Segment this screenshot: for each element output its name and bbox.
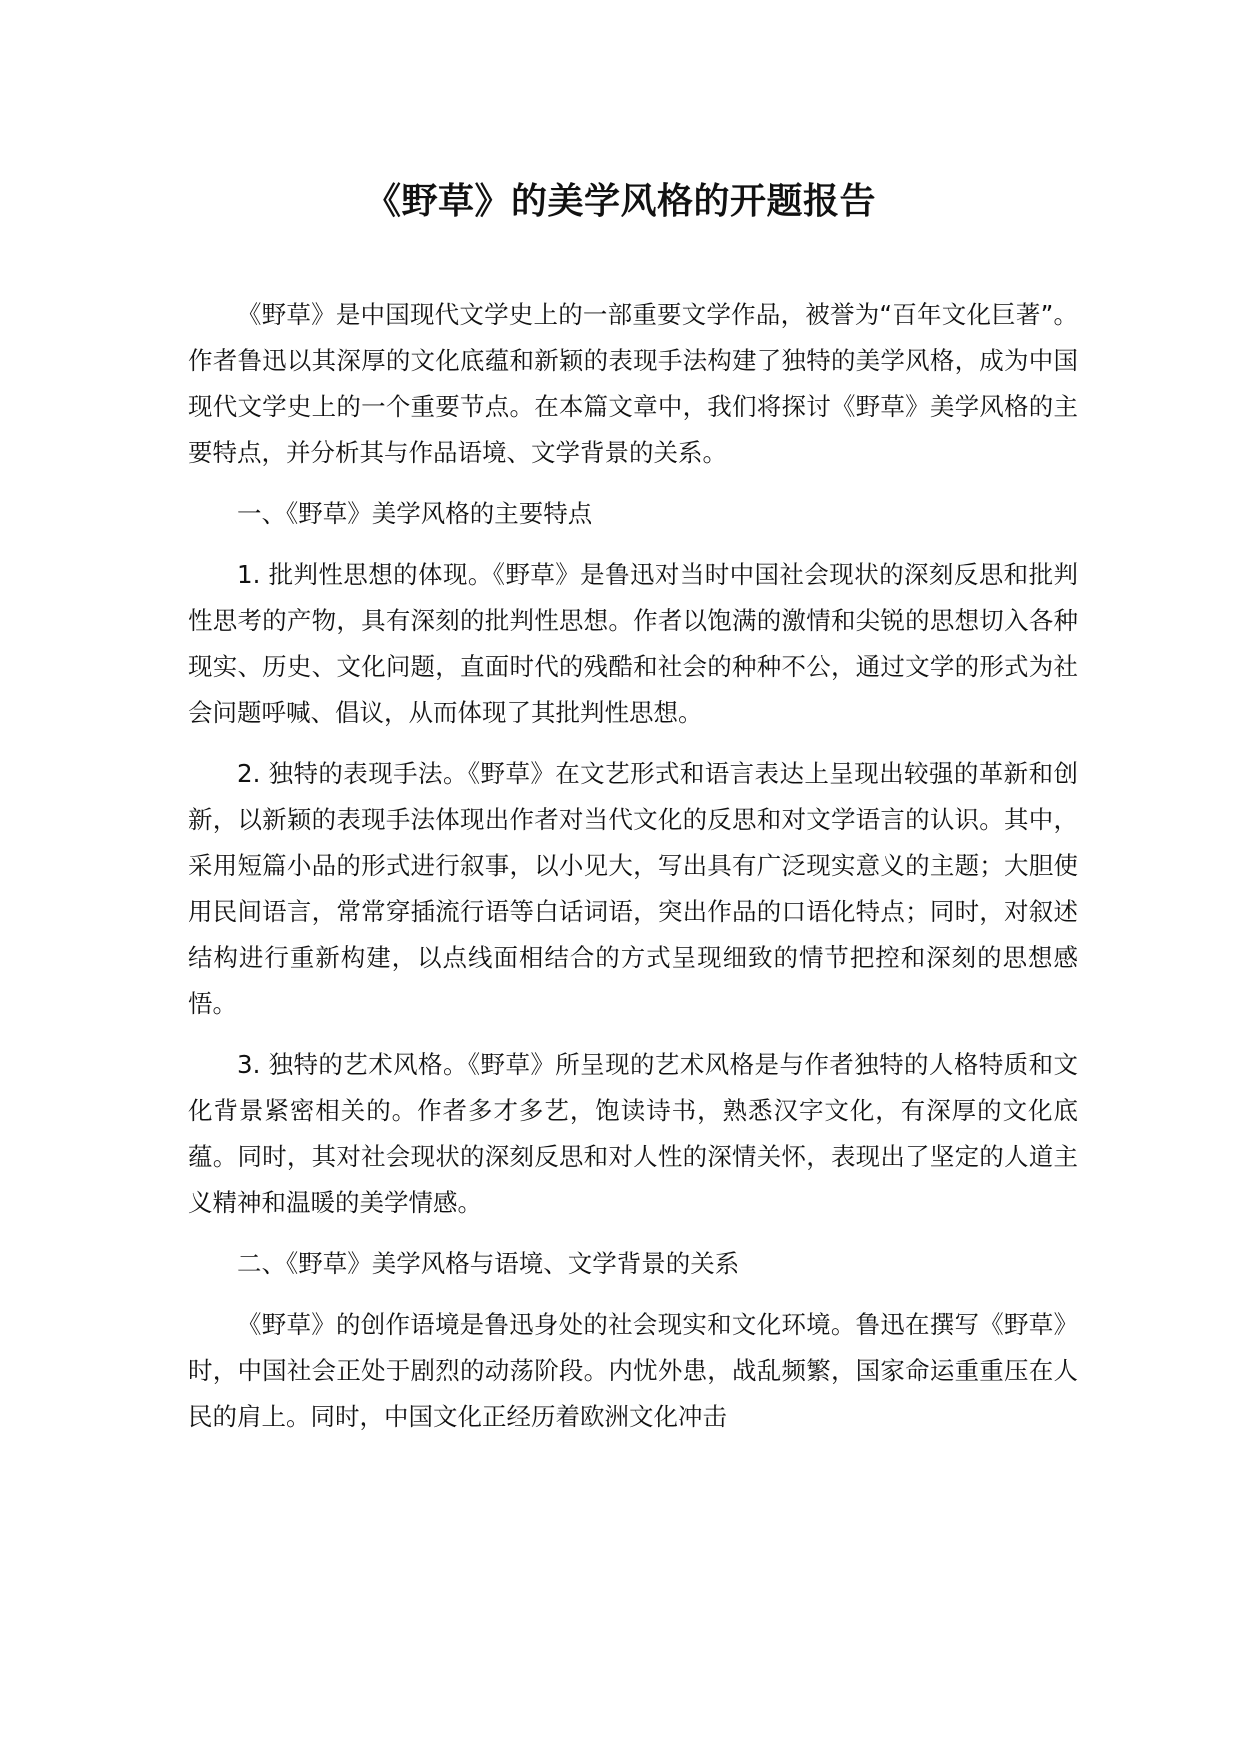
intro-paragraph: 《野草》是中国现代文学史上的一部重要文学作品，被誉为“百年文化巨著”。作者鲁迅以其深厚的文化底蕴和新颖的表现手法构建了独特的美学风格，成为中国现代文学史上的一个重要节点。在本篇文章中，我们将探讨《野草》美学风格的主要特点，并分析其与作品语境、文学背景的关系。 [188,300,1078,467]
section-1-heading: 一、《野草》美学风格的主要特点 [237,499,593,528]
section-1-point-2: 2. 独特的表现手法。《野草》在文艺形式和语言表达上呈现出较强的革新和创新，以新颖的表现手法体现出作者对当代文化的反思和对文学语言的认识。其中，采用短篇小品的形式进行叙事，以小见大，写出具有广泛现实意义的主题；大胆使用民间语言，常常穿插流行语等白话词语，突出作品的口语化特点；同时，对叙述结构进行重新构建，以点线面相结合的方式呈现细致的情节把控和深刻的思想感悟。 [188,759,1078,1018]
document-body [188,292,1078,1455]
section-1-point-3: 3. 独特的艺术风格。《野草》所呈现的艺术风格是与作者独特的人格特质和文化背景紧密相关的。作者多才多艺，饱读诗书，熟悉汉字文化，有深厚的文化底蕴。同时，其对社会现状的深刻反思和对人性的深情关怀，表现出了坚定的人道主义精神和温暖的美学情感。 [188,1050,1078,1217]
document-title: 《野草》的美学风格的开题报告 [364,181,876,222]
section-2-paragraph: 《野草》的创作语境是鲁迅身处的社会现实和文化环境。鲁迅在撰写《野草》时，中国社会正处于剧烈的动荡阶段。内忧外患，战乱频繁，国家命运重重压在人民的肩上。同时，中国文化正经历着欧洲文化冲击 [188,1310,1078,1431]
section-1-point-1: 1. 批判性思想的体现。《野草》是鲁迅对当时中国社会现状的深刻反思和批判性思考的产物，具有深刻的批判性思想。作者以饱满的激情和尖锐的思想切入各种现实、历史、文化问题，直面时代的残酷和社会的种种不公，通过文学的形式为社会问题呼喊、倡议，从而体现了其批判性思想。 [188,560,1078,727]
section-2-heading: 二、《野草》美学风格与语境、文学背景的关系 [237,1249,740,1278]
